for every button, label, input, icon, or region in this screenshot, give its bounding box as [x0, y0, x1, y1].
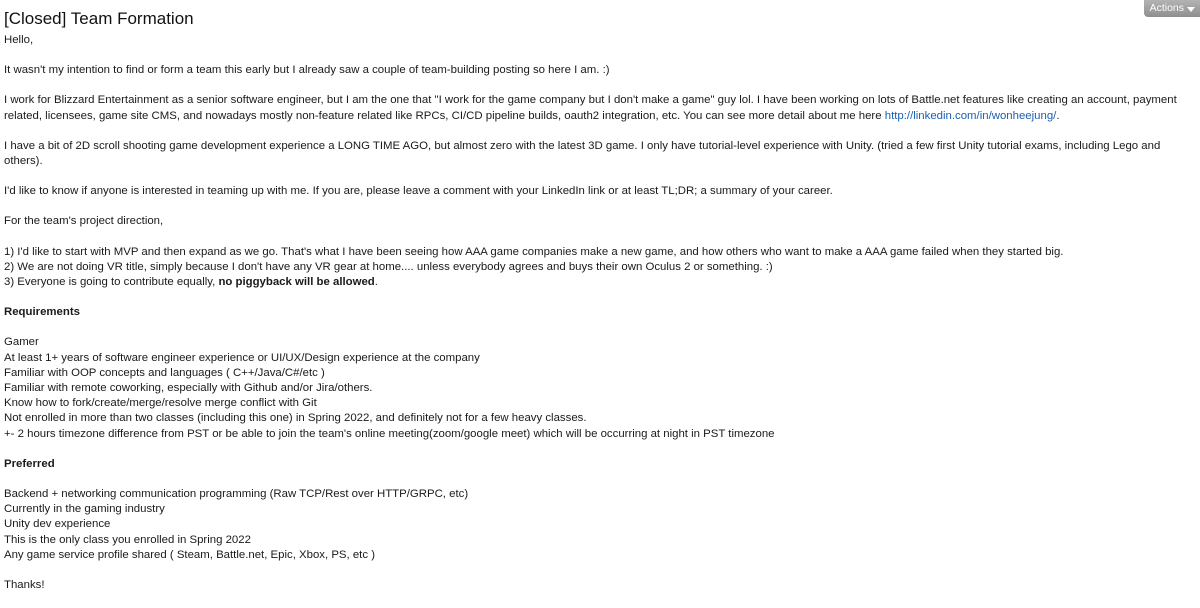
preferred-item: Unity dev experience: [4, 518, 111, 531]
experience-paragraph: I have a bit of 2D scroll shooting game development experience a LONG TIME AGO, but almost zero with the latest 3D game. I only have tutorial-level experience with Unity. (tried a few first Unity tutorial exams, including Lego and others).: [4, 139, 1161, 168]
work-line-2-end: .: [1056, 109, 1060, 122]
requirement-item: +- 2 hours timezone difference from PST or be able to join the team's online meeting(zoom/google meet) which will be occurring at night in PST timezone: [4, 427, 775, 440]
direction-item-3-end: .: [374, 276, 378, 289]
direction-item-3: [4, 275, 1194, 290]
actions-label: Actions: [1149, 2, 1184, 14]
requirements-list: [4, 335, 1194, 441]
post-title: [Closed] Team Formation: [4, 9, 194, 28]
preferred-item: Backend + networking communication programming (Raw TCP/Rest over HTTP/GRPC, etc): [4, 488, 469, 501]
interest-paragraph: I'd like to know if anyone is interested in teaming up with me. If you are, please leave a comment with your LinkedIn link or at least TL;DR; a summary of your career.: [4, 185, 833, 198]
direction-item-2: 2) We are not doing VR title, simply because I don't have any VR gear at home.... unless everybody agrees and buys their own Oculus 2 or something. :): [4, 260, 773, 273]
preferred-item: Currently in the gaming industry: [4, 503, 165, 516]
requirement-item: Familiar with OOP concepts and languages ( C++/Java/C#/etc ): [4, 366, 325, 379]
direction-list: [4, 245, 1194, 291]
preferred-heading: Preferred: [4, 457, 55, 470]
no-piggyback-emphasis: no piggyback will be allowed: [218, 276, 375, 289]
greeting: Hello,: [4, 34, 34, 46]
work-line-2-text: related, licensees, game site CMS, and nowadays mostly non-feature related like RPCs, CI/CD pipeline builds, oauth2 integration, etc. You can see more detail about me here: [4, 109, 885, 122]
requirement-item: Gamer: [4, 336, 39, 349]
requirement-item: At least 1+ years of software engineer experience or UI/UX/Design experience at the company: [4, 351, 480, 364]
work-line-1: I work for Blizzard Entertainment as a senior software engineer, but I am the one that "I work for the game company but I don't make a game" guy lol. I have been working on lots of Battle.net features like creating an account, payment: [4, 94, 1177, 107]
post-body: [4, 33, 1194, 608]
work-line-2: [4, 109, 1194, 124]
linkedin-link[interactable]: http://linkedin.com/in/wonheejung/: [884, 109, 1057, 122]
requirements-heading: Requirements: [4, 306, 80, 319]
direction-item-1: 1) I'd like to start with MVP and then expand as we go. That's what I have been seeing how AAA game companies make a new game, and how others who want to make a AAA game failed when they started big.: [4, 245, 1064, 258]
closing: Thanks!: [4, 579, 45, 592]
preferred-item: Any game service profile shared ( Steam, Battle.net, Epic, Xbox, PS, etc ): [4, 548, 375, 561]
work-paragraph: [4, 93, 1194, 123]
requirement-item: Not enrolled in more than two classes (including this one) in Spring 2022, and definitely not for a few heavy classes.: [4, 412, 587, 425]
direction-item-3-text: 3) Everyone is going to contribute equally,: [4, 276, 219, 289]
requirement-item: Know how to fork/create/merge/resolve merge conflict with Git: [4, 397, 317, 410]
intro-paragraph: It wasn't my intention to find or form a team this early but I already saw a couple of team-building posting so here I am. :): [4, 64, 610, 77]
direction-intro: For the team's project direction,: [4, 215, 164, 228]
caret-down-icon: [1187, 7, 1195, 12]
preferred-item: This is the only class you enrolled in Spring 2022: [4, 533, 251, 546]
requirement-item: Familiar with remote coworking, especially with Github and/or Jira/others.: [4, 382, 373, 395]
preferred-list: [4, 487, 1194, 563]
actions-button[interactable]: [1144, 0, 1200, 17]
